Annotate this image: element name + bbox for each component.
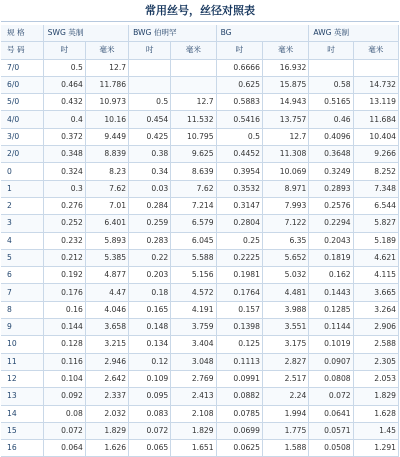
table-cell: 3.759 [171,319,216,336]
table-cell: 0.0625 [216,440,262,457]
table-cell: 4.191 [171,301,216,318]
table-cell: 0.3 [43,180,85,197]
table-row [1,319,399,336]
table-cell: 0.324 [43,163,85,180]
unit-label: 毫米 [85,42,128,59]
table-cell: 0.348 [43,146,85,163]
table-cell: 7.62 [171,180,216,197]
gauge-number-cell: 1 [1,180,43,197]
table-cell [129,76,171,93]
table-cell: 2.946 [85,353,128,370]
table-cell: 0.1764 [216,284,262,301]
table-cell: 6.35 [262,232,308,249]
table-cell: 0.109 [129,370,171,387]
gauge-number-cell: 3/0 [1,128,43,145]
table-row [1,146,399,163]
table-cell: 0.5 [216,128,262,145]
table-cell: 1.994 [262,405,308,422]
table-cell: 0.0882 [216,388,262,405]
table-cell: 0.065 [129,440,171,457]
table-cell: 0.104 [43,370,85,387]
table-cell: 0.1981 [216,267,262,284]
table-row [1,388,399,405]
table-row [1,353,399,370]
table-cell: 0.0571 [309,422,353,439]
table-cell: 0.5883 [216,94,262,111]
gauge-number-cell: 5 [1,249,43,266]
table-cell: 0.252 [43,215,85,232]
table-cell: 5.893 [85,232,128,249]
table-cell: 12.7 [85,59,128,76]
table-cell: 2.413 [171,388,216,405]
table-cell: 8.839 [85,146,128,163]
table-cell: 0.5 [43,59,85,76]
table-row [1,163,399,180]
table-row [1,180,399,197]
gauge-number-cell: 16 [1,440,43,457]
unit-label: 吋 [309,42,353,59]
table-cell: 2.517 [262,370,308,387]
table-cell: 12.7 [171,94,216,111]
table-cell: 11.684 [353,111,398,128]
table-cell: 10.973 [85,94,128,111]
table-cell: 9.266 [353,146,398,163]
table-cell: 2.906 [353,319,398,336]
table-cell: 5.156 [171,267,216,284]
table-cell: 0.0508 [309,440,353,457]
table-cell: 0.2043 [309,232,353,249]
table-cell: 8.252 [353,163,398,180]
table-cell: 4.115 [353,267,398,284]
table-row [1,422,399,439]
table-cell: 6.579 [171,215,216,232]
table-cell: 0.1819 [309,249,353,266]
table-cell: 0.162 [309,267,353,284]
table-row [1,232,399,249]
table-cell: 10.795 [171,128,216,145]
table-cell: 11.532 [171,111,216,128]
table-cell: 0.072 [309,388,353,405]
table-row [1,215,399,232]
table-cell: 0.092 [43,388,85,405]
table-cell: 0.192 [43,267,85,284]
table-cell: 0.1443 [309,284,353,301]
table-cell: 0.12 [129,353,171,370]
unit-label: 吋 [216,42,262,59]
table-cell: 0.0907 [309,353,353,370]
table-cell: 0.072 [43,422,85,439]
table-cell: 5.652 [262,249,308,266]
table-cell: 0.03 [129,180,171,197]
gauge-number-cell: 6/0 [1,76,43,93]
table-cell: 3.665 [353,284,398,301]
gauge-number-cell: 2 [1,197,43,214]
table-cell: 3.048 [171,353,216,370]
table-cell: 3.404 [171,336,216,353]
table-cell: 8.971 [262,180,308,197]
table-header-row [1,25,399,42]
awg-header: AWG 英制 [309,25,399,42]
table-cell: 6.544 [353,197,398,214]
table-row [1,284,399,301]
table-cell [309,59,353,76]
table-cell: 0.259 [129,215,171,232]
table-cell: 0.116 [43,353,85,370]
table-cell: 0.58 [309,76,353,93]
table-cell: 1.775 [262,422,308,439]
table-cell: 0.2576 [309,197,353,214]
table-cell: 0.064 [43,440,85,457]
table-cell: 7.348 [353,180,398,197]
table-cell: 1.829 [85,422,128,439]
table-row [1,440,399,457]
unit-label: 毫米 [262,42,308,59]
gauge-number-cell: 4/0 [1,111,43,128]
table-cell: 0.3648 [309,146,353,163]
table-cell: 10.16 [85,111,128,128]
table-cell: 0.425 [129,128,171,145]
table-cell: 0.6666 [216,59,262,76]
gauge-number-cell: 13 [1,388,43,405]
table-cell: 0.0785 [216,405,262,422]
gauge-number-cell: 11 [1,353,43,370]
table-cell: 6.045 [171,232,216,249]
table-cell: 16.932 [262,59,308,76]
table-cell: 0.22 [129,249,171,266]
table-cell: 1.291 [353,440,398,457]
table-cell: 0.372 [43,128,85,145]
table-cell: 0.176 [43,284,85,301]
gauge-number-cell: 3 [1,215,43,232]
table-cell [129,59,171,76]
table-cell: 2.769 [171,370,216,387]
table-cell: 0.464 [43,76,85,93]
table-cell: 7.993 [262,197,308,214]
table-row [1,111,399,128]
table-cell: 0.212 [43,249,85,266]
table-cell: 0.203 [129,267,171,284]
table-cell: 3.988 [262,301,308,318]
table-cell: 0.1113 [216,353,262,370]
gauge-header-top: 规 格 [1,25,43,42]
table-cell: 9.625 [171,146,216,163]
table-cell: 0.0699 [216,422,262,439]
table-cell: 0.0641 [309,405,353,422]
gauge-number-cell: 4 [1,232,43,249]
table-cell: 0.0808 [309,370,353,387]
table-cell: 0.38 [129,146,171,163]
table-row [1,76,399,93]
table-cell: 0.128 [43,336,85,353]
table-cell: 1.651 [171,440,216,457]
table-cell [353,59,398,76]
table-row [1,267,399,284]
table-cell: 3.551 [262,319,308,336]
gauge-number-cell: 0 [1,163,43,180]
table-cell: 8.639 [171,163,216,180]
table-cell: 0.5165 [309,94,353,111]
gauge-number-cell: 8 [1,301,43,318]
table-cell: 7.62 [85,180,128,197]
table-row [1,370,399,387]
table-cell: 0.284 [129,197,171,214]
table-cell: 4.621 [353,249,398,266]
table-cell: 0.232 [43,232,85,249]
table-cell: 9.449 [85,128,128,145]
table-cell: 12.7 [262,128,308,145]
table-cell: 1.829 [171,422,216,439]
table-cell: 0.095 [129,388,171,405]
table-cell: 0.134 [129,336,171,353]
table-row [1,249,399,266]
table-cell: 10.069 [262,163,308,180]
table-cell: 0.3954 [216,163,262,180]
table-cell: 2.108 [171,405,216,422]
table-cell: 1.45 [353,422,398,439]
gauge-number-cell: 9 [1,319,43,336]
gauge-number-cell: 14 [1,405,43,422]
swg-header: SWG 英制 [43,25,128,42]
table-row [1,197,399,214]
table-cell: 7.214 [171,197,216,214]
table-cell: 0.5 [129,94,171,111]
table-cell: 0.18 [129,284,171,301]
table-cell: 3.264 [353,301,398,318]
table-cell: 5.827 [353,215,398,232]
table-cell: 2.305 [353,353,398,370]
table-subheader-row [1,42,399,59]
table-cell: 8.23 [85,163,128,180]
table-cell: 0.283 [129,232,171,249]
table-cell: 6.401 [85,215,128,232]
table-cell: 0.2294 [309,215,353,232]
table-cell: 0.625 [216,76,262,93]
table-row [1,336,399,353]
gauge-table [1,25,399,457]
page-title: 常用丝号，丝径对照表 [1,0,399,22]
table-cell: 0.072 [129,422,171,439]
table-cell: 0.4 [43,111,85,128]
table-cell [171,76,216,93]
table-cell: 4.481 [262,284,308,301]
table-cell: 5.385 [85,249,128,266]
table-cell: 4.877 [85,267,128,284]
gauge-number-cell: 2/0 [1,146,43,163]
table-cell: 2.337 [85,388,128,405]
table-cell: 0.46 [309,111,353,128]
table-cell [171,59,216,76]
table-cell: 11.786 [85,76,128,93]
table-cell: 15.875 [262,76,308,93]
table-cell: 4.572 [171,284,216,301]
table-cell: 0.2225 [216,249,262,266]
gauge-number-cell: 10 [1,336,43,353]
table-cell: 0.3532 [216,180,262,197]
table-cell: 0.1285 [309,301,353,318]
table-cell: 0.4452 [216,146,262,163]
gauge-number-cell: 12 [1,370,43,387]
table-cell: 5.189 [353,232,398,249]
gauge-header-bottom: 号 码 [1,42,43,59]
table-cell: 0.432 [43,94,85,111]
table-row [1,405,399,422]
table-cell: 0.0991 [216,370,262,387]
table-cell: 0.5416 [216,111,262,128]
table-row [1,59,399,76]
bwg-header: BWG 伯明罕 [129,25,217,42]
table-cell: 1.588 [262,440,308,457]
table-row [1,301,399,318]
table-cell: 0.1144 [309,319,353,336]
table-cell: 14.943 [262,94,308,111]
table-cell: 4.47 [85,284,128,301]
table-cell: 1.628 [353,405,398,422]
table-cell: 0.25 [216,232,262,249]
table-cell: 0.4096 [309,128,353,145]
gauge-number-cell: 7 [1,284,43,301]
gauge-number-cell: 6 [1,267,43,284]
table-cell: 0.34 [129,163,171,180]
table-cell: 13.757 [262,111,308,128]
table-cell: 0.165 [129,301,171,318]
table-cell: 1.829 [353,388,398,405]
gauge-number-cell: 15 [1,422,43,439]
table-cell: 0.3249 [309,163,353,180]
table-cell: 0.454 [129,111,171,128]
table-body [1,59,399,457]
table-cell: 5.588 [171,249,216,266]
table-cell: 0.083 [129,405,171,422]
unit-label: 毫米 [171,42,216,59]
unit-label: 吋 [43,42,85,59]
table-cell: 2.053 [353,370,398,387]
table-cell: 3.175 [262,336,308,353]
table-cell: 3.658 [85,319,128,336]
table-cell: 0.3147 [216,197,262,214]
table-cell: 10.404 [353,128,398,145]
table-cell: 4.046 [85,301,128,318]
table-cell: 14.732 [353,76,398,93]
table-row [1,128,399,145]
table-cell: 2.032 [85,405,128,422]
gauge-number-cell: 7/0 [1,59,43,76]
bg-header: BG [216,25,309,42]
table-cell: 0.125 [216,336,262,353]
table-cell: 0.16 [43,301,85,318]
table-cell: 0.276 [43,197,85,214]
unit-label: 吋 [129,42,171,59]
table-cell: 7.122 [262,215,308,232]
table-cell: 0.2893 [309,180,353,197]
table-row [1,94,399,111]
table-cell: 2.588 [353,336,398,353]
table-cell: 0.2804 [216,215,262,232]
table-cell: 0.148 [129,319,171,336]
table-cell: 1.626 [85,440,128,457]
table-cell: 5.032 [262,267,308,284]
table-cell: 2.24 [262,388,308,405]
table-cell: 0.1398 [216,319,262,336]
table-cell: 0.144 [43,319,85,336]
table-cell: 0.157 [216,301,262,318]
table-cell: 3.215 [85,336,128,353]
table-cell: 13.119 [353,94,398,111]
table-cell: 2.642 [85,370,128,387]
unit-label: 毫米 [353,42,398,59]
table-cell: 0.08 [43,405,85,422]
gauge-number-cell: 5/0 [1,94,43,111]
table-cell: 7.01 [85,197,128,214]
table-cell: 11.308 [262,146,308,163]
table-cell: 0.1019 [309,336,353,353]
table-cell: 2.827 [262,353,308,370]
